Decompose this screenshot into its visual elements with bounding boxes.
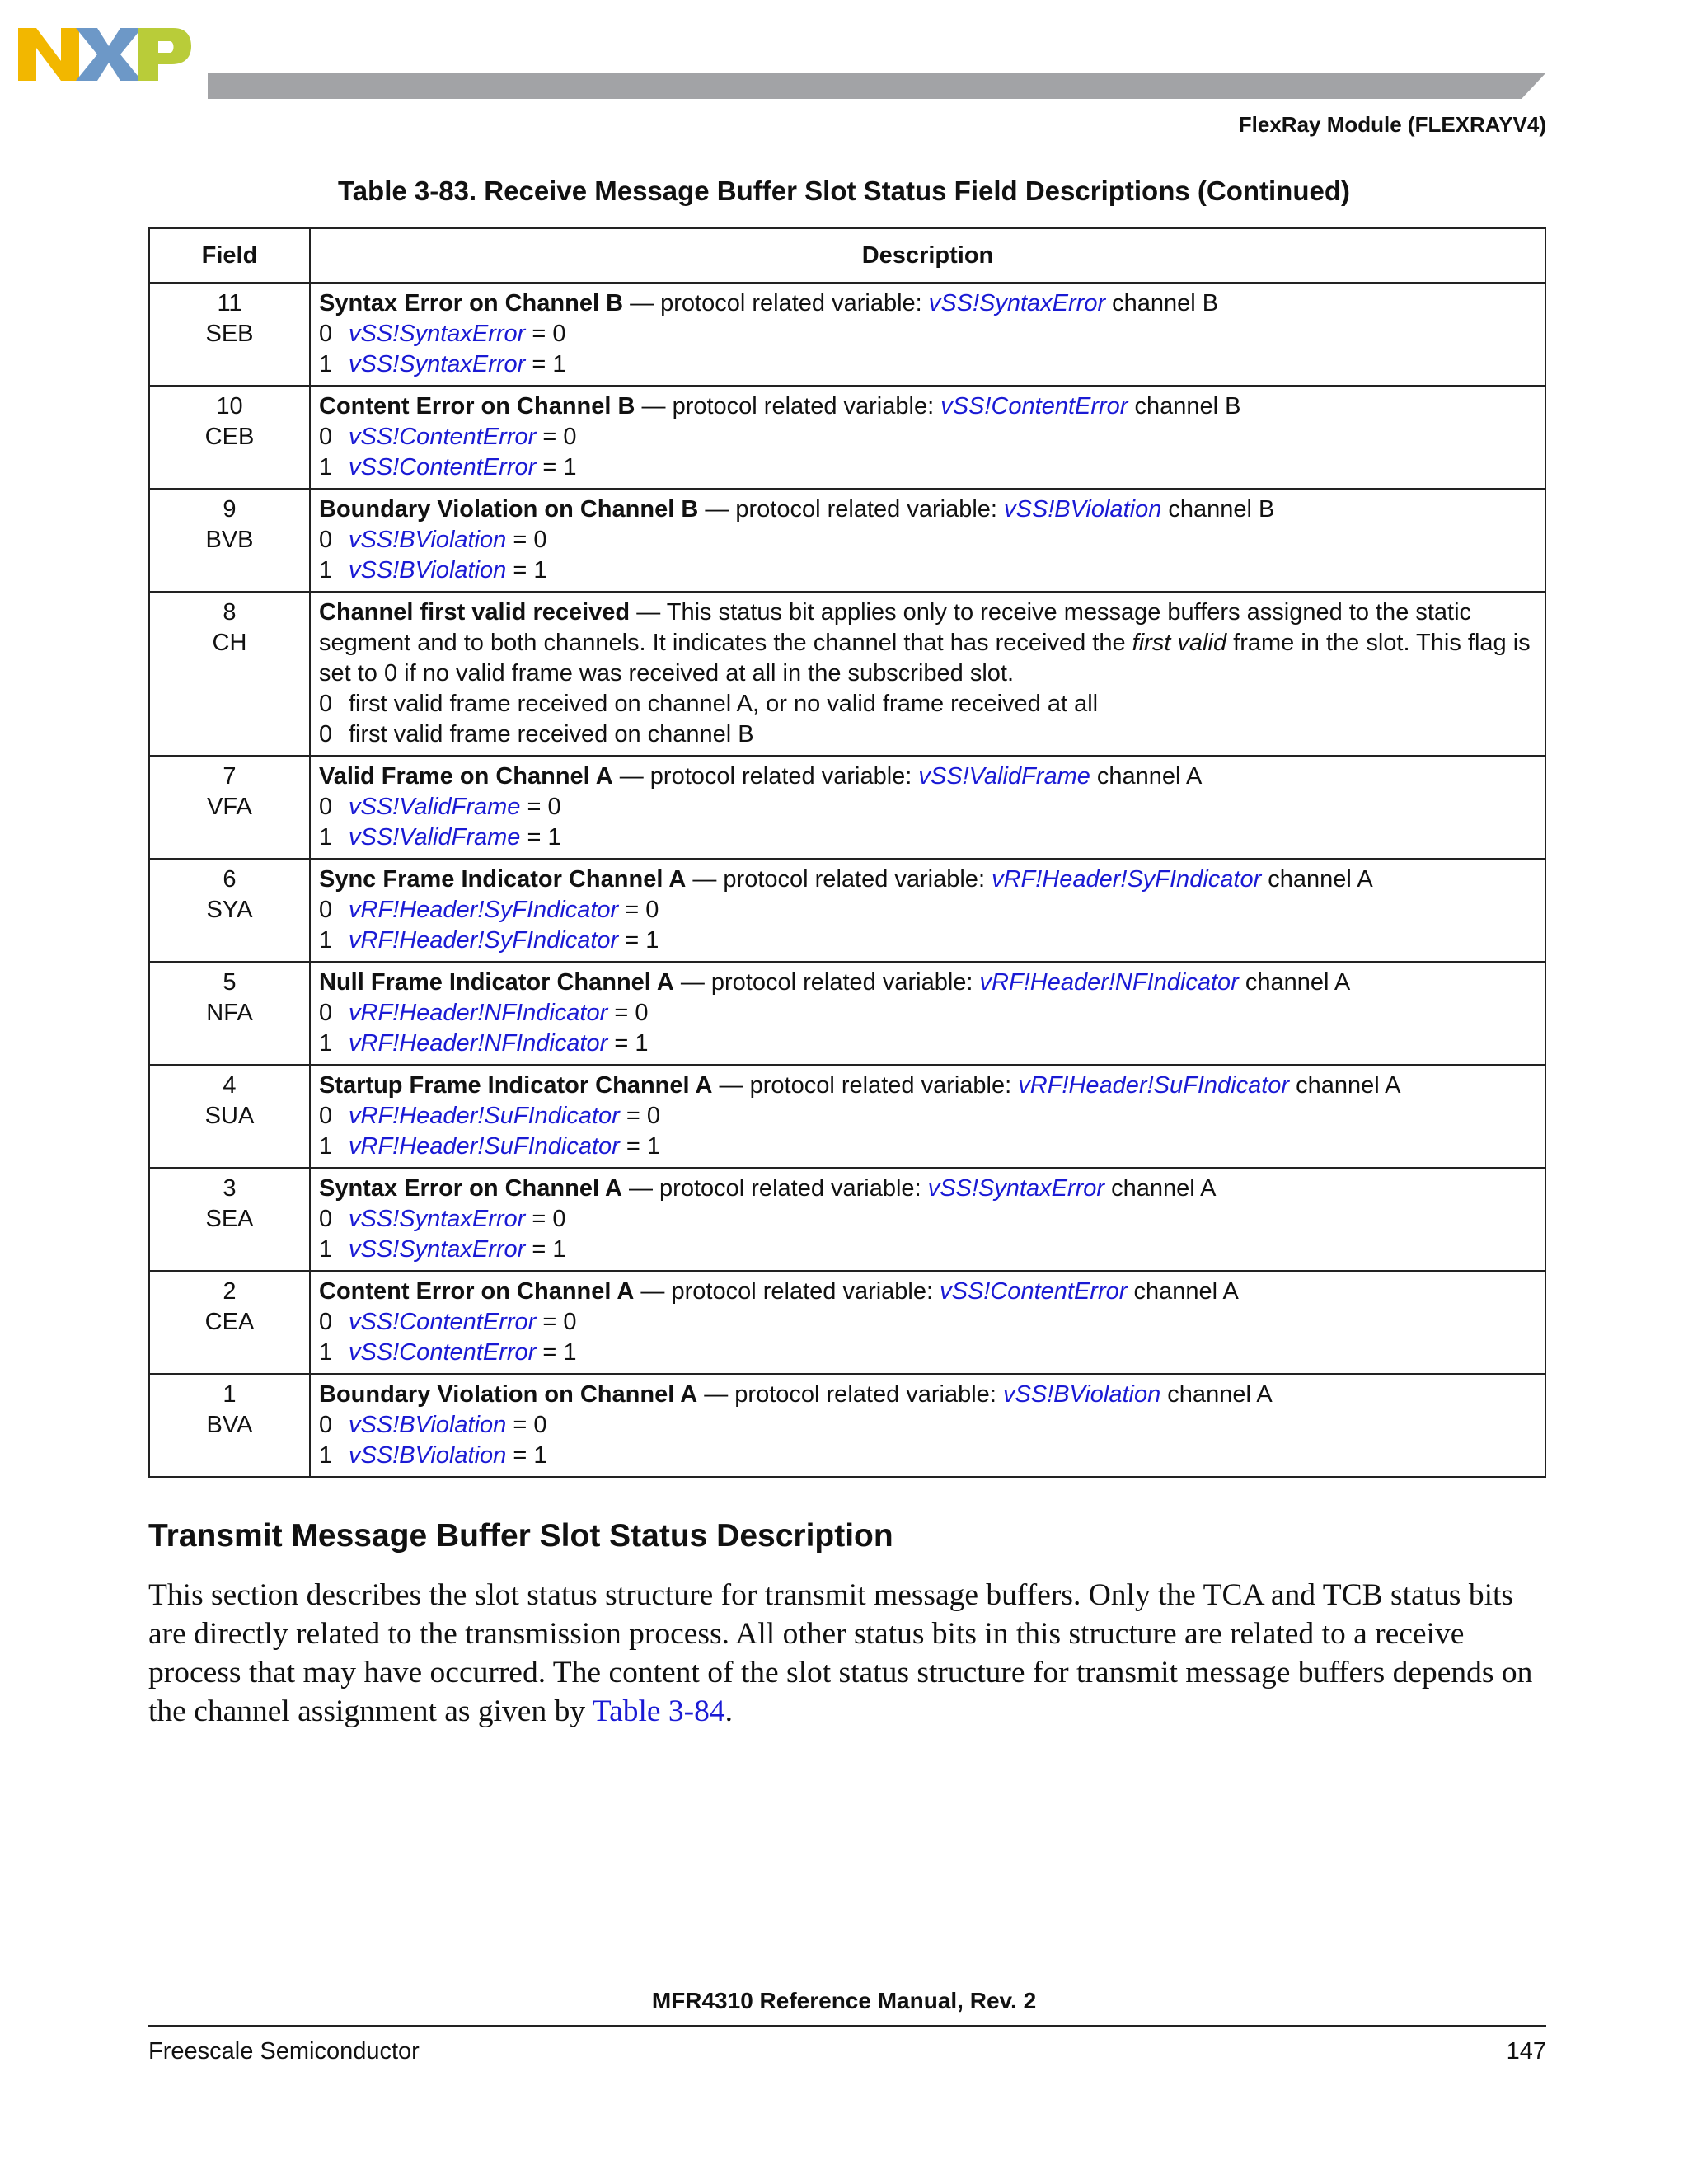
field-bit-number: 1 [223,1381,237,1408]
field-bit-number: 2 [223,1278,237,1305]
option-variable-link[interactable]: vSS!ContentError [349,1309,537,1335]
option-value: 1 [319,454,333,480]
description-emphasis: first valid [1132,630,1227,656]
table-row [149,962,1545,1065]
description-part: channel A [1238,969,1351,996]
field-abbreviation: SYA [206,897,253,923]
field-cell [149,859,310,962]
protocol-variable-link[interactable]: vSS!BViolation [1004,496,1162,523]
description-cell [310,1271,1545,1374]
option-equals: = 1 [525,1236,566,1263]
description-part: channel A [1104,1175,1217,1202]
option-variable-link[interactable]: vRF!Header!SuFIndicator [349,1103,620,1129]
protocol-variable-link[interactable]: vSS!ValidFrame [918,763,1090,790]
option-variable-link[interactable]: vSS!ContentError [349,1339,537,1366]
option-variable-link[interactable]: vSS!BViolation [349,1412,507,1438]
field-title: Syntax Error on Channel A [319,1175,622,1202]
footer-rule [148,2025,1546,2027]
field-abbreviation: BVA [206,1412,253,1438]
option-value: 0 [319,1206,333,1232]
description-part: — protocol related variable: [697,1381,1003,1408]
option-value: 1 [319,1236,333,1263]
logo-n-shape [18,28,79,81]
description-part: — protocol related variable: [712,1072,1019,1099]
option-variable-link[interactable]: vRF!Header!NFIndicator [349,1000,608,1026]
value-option [319,998,1536,1029]
value-option [319,1235,1536,1265]
option-variable-link[interactable]: vSS!ContentError [349,454,537,480]
section-body-end: . [724,1694,734,1728]
option-equals: = 0 [506,1412,547,1438]
description-summary [319,865,1536,895]
protocol-variable-link[interactable]: vSS!ContentError [940,1278,1128,1305]
option-equals: = 0 [520,794,561,820]
field-bit-number: 9 [223,496,237,523]
description-part: channel B [1161,496,1275,523]
description-part: — protocol related variable: [623,290,929,316]
field-cell [149,756,310,859]
description-cell [310,859,1545,962]
field-cell [149,1168,310,1271]
table-row [149,756,1545,859]
description-cell [310,1374,1545,1477]
description-part: — protocol related variable: [612,763,919,790]
option-equals: = 1 [506,557,547,583]
protocol-variable-link[interactable]: vRF!Header!SyFIndicator [992,866,1262,893]
field-cell [149,592,310,756]
description-part: channel B [1128,393,1241,419]
value-option [319,895,1536,926]
description-part: channel A [1127,1278,1239,1305]
field-bit-number: 7 [223,763,237,790]
table-row [149,1168,1545,1271]
value-option [319,719,1536,750]
description-cell [310,962,1545,1065]
description-part: — protocol related variable: [673,969,980,996]
field-title: Valid Frame on Channel A [319,763,613,790]
field-title: Channel first valid received [319,599,631,626]
option-equals: = 1 [536,454,577,480]
option-value: 0 [319,721,333,748]
option-value: 0 [319,1412,333,1438]
description-part: channel A [1090,763,1203,790]
field-cell [149,1271,310,1374]
section-body-text: This section describes the slot status structure for transmit message buffers. Only the TCA and TCB status bits are directly related to the transmission process. All other status bits in this structure are related to a receive process that may have occurred. The content of the slot status structure for transmit message buffers depends on the channel assignment as given by [148,1578,1533,1728]
option-equals: = 0 [536,424,577,450]
protocol-variable-link[interactable]: vSS!BViolation [1002,1381,1161,1408]
option-value: 0 [319,794,333,820]
field-title: Boundary Violation on Channel A [319,1381,698,1408]
option-value: 0 [319,1309,333,1335]
option-value: 1 [319,1030,333,1057]
option-value: 1 [319,1133,333,1160]
option-equals: = 0 [607,1000,649,1026]
protocol-variable-link[interactable]: vRF!Header!SuFIndicator [1018,1072,1290,1099]
description-part: — protocol related variable: [634,1278,940,1305]
field-bit-number: 5 [223,969,237,996]
option-variable-link[interactable]: vRF!Header!SuFIndicator [349,1133,620,1160]
field-title: Sync Frame Indicator Channel A [319,866,687,893]
option-value: 1 [319,351,333,377]
option-equals: = 0 [618,897,659,923]
description-summary [319,762,1536,792]
option-value: 0 [319,1103,333,1129]
option-text: first valid frame received on channel B [349,721,754,748]
field-abbreviation: SEA [205,1206,254,1232]
running-title: FlexRay Module (FLEXRAYV4) [1238,112,1546,137]
header-bar [208,73,1546,99]
table-row [149,386,1545,489]
option-equals: = 0 [525,1206,566,1232]
option-value: 1 [319,1442,333,1469]
value-option [319,1307,1536,1338]
field-cell [149,1065,310,1168]
description-summary [319,968,1536,998]
value-option [319,1029,1536,1059]
option-variable-link[interactable]: vRF!Header!SyFIndicator [349,897,619,923]
option-variable-link[interactable]: vSS!ValidFrame [349,794,521,820]
field-bit-number: 10 [216,393,243,419]
value-option [319,823,1536,853]
footer-company: Freescale Semiconductor [148,2038,420,2064]
table-row [149,859,1545,962]
description-part: — protocol related variable: [635,393,941,419]
protocol-variable-link[interactable]: vSS!ContentError [940,393,1128,419]
field-descriptions-table [148,227,1546,1478]
description-cell [310,756,1545,859]
field-cell [149,962,310,1065]
header-field: Field [149,228,310,283]
option-variable-link[interactable]: vSS!BViolation [349,557,507,583]
header-description: Description [310,228,1545,283]
option-variable-link[interactable]: vRF!Header!NFIndicator [349,1030,608,1057]
option-variable-link[interactable]: vSS!ContentError [349,424,537,450]
option-value: 1 [319,824,333,851]
value-option [319,1204,1536,1235]
option-equals: = 0 [536,1309,577,1335]
description-cell [310,386,1545,489]
table-row [149,592,1545,756]
description-part: — This status bit applies only to receive message buffers assigned to the static segment and to both channels. It indicates the channel that has received the [319,599,1472,656]
field-title: Syntax Error on Channel B [319,290,624,316]
table-header-row [149,228,1545,283]
field-abbreviation: NFA [206,1000,253,1026]
value-option [319,1410,1536,1441]
description-cell [310,489,1545,592]
protocol-variable-link[interactable]: vSS!SyntaxError [928,290,1106,316]
field-abbreviation: BVB [205,527,254,553]
field-cell [149,283,310,386]
value-option [319,525,1536,555]
table-row [149,283,1545,386]
option-variable-link[interactable]: vSS!BViolation [349,1442,507,1469]
value-option [319,319,1536,349]
value-option [319,422,1536,452]
value-option [319,689,1536,719]
option-equals: = 1 [618,927,659,954]
footer-title: MFR4310 Reference Manual, Rev. 2 [651,1988,1037,2013]
option-variable-link[interactable]: vSS!SyntaxError [349,1206,526,1232]
option-value: 1 [319,1339,333,1366]
value-option [319,1338,1536,1368]
field-title: Content Error on Channel B [319,393,635,419]
logo-p-shape [138,28,191,81]
description-part: — protocol related variable: [621,1175,928,1202]
description-part: frame in the slot. This flag is set to 0 if no valid frame was received at all in the subscribed slot. [319,630,1531,687]
field-title: Startup Frame Indicator Channel A [319,1072,713,1099]
description-part: — protocol related variable: [686,866,992,893]
field-title: Null Frame Indicator Channel A [319,969,674,996]
description-part: channel A [1261,866,1373,893]
option-value: 0 [319,321,333,347]
description-summary [319,1071,1536,1101]
option-variable-link[interactable]: vSS!SyntaxError [349,351,526,377]
value-option [319,1441,1536,1471]
field-abbreviation: SUA [204,1103,255,1129]
description-part: channel A [1289,1072,1401,1099]
description-summary [319,288,1536,319]
description-cell [310,1065,1545,1168]
option-value: 0 [319,691,333,717]
description-text [319,598,1536,689]
option-equals: = 1 [520,824,561,851]
field-title: Boundary Violation on Channel B [319,496,699,523]
description-part: channel B [1105,290,1219,316]
table-row [149,1271,1545,1374]
protocol-variable-link[interactable]: vSS!SyntaxError [927,1175,1105,1202]
value-option [319,555,1536,586]
value-option [319,1132,1536,1162]
field-bit-number: 11 [217,290,242,316]
section-heading: Transmit Message Buffer Slot Status Description [148,1518,893,1554]
option-equals: = 0 [525,321,566,347]
description-summary [319,1277,1536,1307]
field-bit-number: 6 [223,866,237,893]
value-option [319,1101,1536,1132]
option-value: 0 [319,527,333,553]
field-cell [149,489,310,592]
logo-x-shape [76,28,142,81]
field-bit-number: 4 [223,1072,237,1099]
nxp-logo [18,21,191,87]
option-equals: = 0 [619,1103,660,1129]
option-variable-link[interactable]: vSS!SyntaxError [349,1236,526,1263]
value-option [319,792,1536,823]
option-equals: = 1 [619,1133,660,1160]
option-variable-link[interactable]: vRF!Header!SyFIndicator [349,927,619,954]
description-summary [319,391,1536,422]
option-text: first valid frame received on channel A, or no valid frame received at all [349,691,1099,717]
field-abbreviation: CH [212,630,247,656]
section-body [148,1576,1550,1731]
option-variable-link[interactable]: vSS!BViolation [349,527,507,553]
option-equals: = 1 [506,1442,547,1469]
field-bit-number: 3 [223,1175,237,1202]
table-row [149,1065,1545,1168]
option-value: 1 [319,927,333,954]
page-number: 147 [1506,2038,1546,2064]
description-part: — protocol related variable: [698,496,1005,523]
option-variable-link[interactable]: vSS!SyntaxError [349,321,526,347]
option-equals: = 0 [506,527,547,553]
option-variable-link[interactable]: vSS!ValidFrame [349,824,521,851]
field-title: Content Error on Channel A [319,1278,635,1305]
description-cell [310,1168,1545,1271]
field-abbreviation: CEB [204,424,255,450]
value-option [319,349,1536,380]
table-row [149,489,1545,592]
table-title: Table 3-83. Receive Message Buffer Slot Status Field Descriptions (Continued) [338,176,1350,206]
field-cell [149,386,310,489]
description-summary [319,1380,1536,1410]
option-value: 0 [319,424,333,450]
value-option [319,926,1536,956]
option-value: 0 [319,1000,333,1026]
field-cell [149,1374,310,1477]
description-part: channel A [1160,1381,1273,1408]
option-equals: = 1 [536,1339,577,1366]
description-cell [310,283,1545,386]
field-abbreviation: SEB [205,321,254,347]
option-equals: = 1 [525,351,566,377]
option-equals: = 1 [607,1030,649,1057]
field-abbreviation: VFA [207,794,252,820]
description-cell [310,592,1545,756]
table-3-84-link[interactable]: Table 3-84 [592,1694,725,1728]
description-summary [319,1174,1536,1204]
field-bit-number: 8 [223,599,237,626]
description-summary [319,494,1536,525]
field-abbreviation: CEA [204,1309,255,1335]
table-row [149,1374,1545,1477]
option-value: 1 [319,557,333,583]
option-value: 0 [319,897,333,923]
value-option [319,452,1536,483]
protocol-variable-link[interactable]: vRF!Header!NFIndicator [979,969,1239,996]
